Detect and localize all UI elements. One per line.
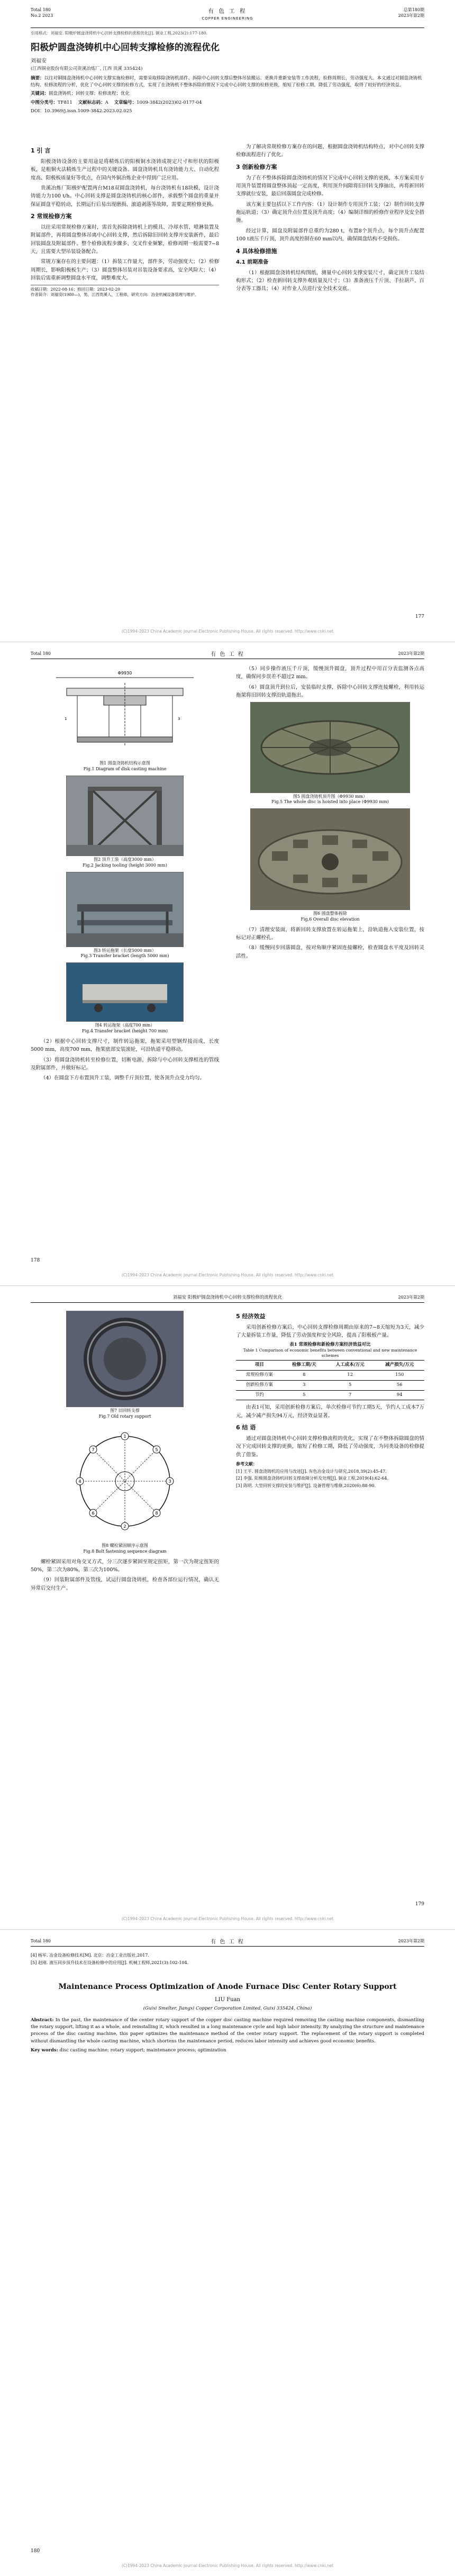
citation: 引用格式：刘福安. 阳极炉圆盘浇铸机中心回转支撑检修的流程优化[J]. 铜业工程,2023(2):177-180. (31, 31, 208, 35)
reference-item: [5] 赵刚. 液压同步顶升技术在设备检修中的应用[J]. 机械工程师,2021(3):102-104. (31, 1960, 189, 1965)
section-heading: 1 引 言 (31, 147, 51, 154)
section-heading: 3 创新检修方案 (236, 163, 277, 170)
column-left (31, 665, 219, 1085)
jacking-tooling-photo (66, 776, 184, 856)
references-title: 参考文献： (236, 1461, 257, 1467)
bolt-label: 8 (155, 1510, 158, 1516)
reference-item: [3] 陈明. 大型回转支撑的安装与维护[J]. 设备管理与维修,2020(6):88-90. (236, 1483, 376, 1488)
clc-value: TF811 (58, 100, 72, 105)
doi: DOI：10.3969/j.issn.1009-3842.2023.02.025 (31, 108, 132, 114)
table-header: 项目 (236, 1361, 283, 1371)
caption-zh: 图2 顶升工装（高度3000 mm） (94, 857, 156, 862)
table-cell: 创新检修方案 (236, 1380, 283, 1390)
table-caption-zh: 表1 常规检修和新检修方案经济效益对比 (289, 1341, 371, 1347)
header-right (398, 7, 424, 19)
figure-caption (31, 761, 219, 772)
bolt-label: 5 (155, 1447, 158, 1452)
copyright: (C)1994-2023 China Academic Journal Electronic Publishing House. All rights reserved. http://www.cnki.net (121, 628, 334, 634)
header-left-line: No.2 2023 (31, 13, 53, 18)
running-header (31, 1938, 424, 1947)
caption-zh: 图5 圆盘浇铸机顶升图（Φ9930 mm） (293, 794, 368, 799)
paragraph: （5）同步操作液压千斤顶，缓慢顶升圆盘，顶升过程中用百分表监测各点高度，确保同步误差不超过2 mm。 (236, 666, 424, 680)
running-header-left: Total 180 (31, 651, 51, 656)
table-cell: 5 (325, 1380, 375, 1390)
caption-en: Fig.8 Bolt fastening sequence diagram (83, 1548, 167, 1554)
column-right (236, 1309, 424, 1490)
paragraph: 由表1可知，采用创新检修方案后，单次检修可节约工期5天，节约人工成本7万元，减少减产损失94万元，经济效益显著。 (236, 1404, 424, 1419)
english-abstract-label: Abstract: (31, 2017, 54, 2023)
running-header (31, 1294, 424, 1303)
caption-en: Fig.3 Transfer bracket (length 5000 mm) (80, 953, 169, 959)
abstract-text: 以往对铜圆盘浇铸机中心回转支撑实施检修时，需要采取移除浇铸机部件、拆除中心回转支撑后整体吊装搬运、更换并重新安装等工作流程，检修周期长，劳动强度大。本文通过对圆盘浇铸机结构、检修流程的分析，优化了中心回转支撑的检修方式，实现了在浇铸机不整体拆除的情况下完成中心回转支撑的检修更换，缩短了检修工期，降低了劳动强度，取得了较好的经济效益。 (31, 76, 422, 88)
header-right-line: 2023年第2期 (398, 13, 424, 18)
abstract (31, 75, 424, 89)
table-cell: 7 (325, 1390, 375, 1400)
bolt-label: 3 (168, 1479, 171, 1484)
table-caption-en: Table 1 Comparison of economic benefits between conventional and new maintenance schemes (243, 1348, 417, 1358)
copyright: (C)1994-2023 China Academic Journal Electronic Publishing House. All rights reserved. http://www.cnki.net (121, 1916, 334, 1921)
figure-4 (31, 962, 219, 1034)
bolt-label: 4 (78, 1479, 81, 1484)
journal-name-en: COPPER ENGINEERING (202, 16, 253, 21)
benefit-table (236, 1360, 424, 1400)
running-header-center: 有 色 工 程 (211, 1939, 244, 1945)
classification (31, 100, 424, 106)
caption-en: Fig.4 Transfer bracket (height 700 mm) (82, 1028, 168, 1033)
keywords-label: 关键词： (31, 91, 49, 97)
english-abstract (31, 2017, 424, 2045)
paragraph: （9）回装附属部件及管线，试运行圆盘浇铸机，检查各部位运行情况，确认无异常后交付生产。 (31, 1577, 219, 1591)
caption-en: Fig.1 Diagram of disk casting machine (83, 767, 167, 772)
paragraph: 阳极浇铸设备的主要用途是将精炼后的阳极铜水浇铸成规定尺寸和形状的阳极板，是粗铜火法精炼生产过程中的关键设备。圆盘浇铸机具有浇铸能力大、自动化程度高、阳极板质量好等优点，在国内外铜冶炼企业中得到广泛应用。 (31, 158, 219, 181)
affiliation: (江西铜业股份有限公司贵溪冶炼厂, 江西 贵溪 335424) (31, 66, 143, 71)
footnote: 收稿日期：2022-08-16；修回日期：2023-02-20 作者简介：刘福安(1980—)，男，江西贵溪人，工程师，研究方向：冶金机械设备管理与维护。 (31, 285, 219, 298)
running-header (31, 650, 424, 659)
disc-removal-photo (250, 808, 410, 910)
reference-item: [4] 杨军. 冶金设备检修技术[M]. 北京：冶金工业出版社,2017. (31, 1953, 149, 1958)
figure-6 (236, 808, 424, 923)
table-header: 人工成本/万元 (325, 1361, 375, 1371)
paragraph: 为了在不整体拆除圆盘浇铸机的情况下完成中心回转支撑的更换，本方案采用专用顶升装置将圆盘整体顶起一定高度，利用顶升间隙将旧回转支撑抽出，再将新回转支撑就位安装，最后回落圆盘完成检修。 (236, 175, 424, 197)
figure-caption (236, 911, 424, 923)
paragraph: （4）在圆盘下方布置顶升工装，调整千斤顶位置，使各顶升点受力均匀。 (41, 1075, 205, 1082)
table-cell: 94 (375, 1390, 424, 1400)
subsection-heading: 4.1 前期准备 (236, 259, 269, 266)
section-heading: 4 具体检修措施 (236, 247, 277, 255)
table-header-row (236, 1361, 424, 1371)
table-row (236, 1371, 424, 1381)
caption-zh: 图6 圆盘整体拆除 (313, 911, 347, 916)
paragraph: （8）缓慢同步回落圆盘，按对角顺序紧固连接螺栓，检查圆盘水平度及回转灵活性。 (236, 945, 424, 959)
paragraph: 常规方案存在的主要问题：（1）拆装工作量大，部件多，劳动强度大；（2）检修周期长，影响阳极板生产；（3）圆盘整体吊装对吊装设备要求高，安全风险大；（4）回装后需重新调整圆盘水平度，调整难度大。 (31, 259, 219, 282)
reference-item: [1] 王平. 圆盘浇铸机的应用与改进[J]. 有色冶金设计与研究,2018,39(2):45-47. (236, 1469, 387, 1474)
paragraph: （1）根据圆盘浇铸机结构图纸，测量中心回转支撑安装尺寸，确定顶升工装结构形式；（2）检查新回转支撑外观质量及尺寸；（3）准备液压千斤顶、手拉葫芦、百分表等工器具；（4）对作业人员进行安全技术交底。 (236, 269, 424, 292)
bolt-label: 7 (92, 1447, 95, 1452)
running-header-center: 有 色 工 程 (211, 652, 244, 657)
svg-text:1: 1 (65, 717, 67, 721)
english-abstract-text: In the past, the maintenance of the center rotary support of the copper disc casting machine required removing the casting machine components, dismantling the rotary support, lifting it as a whole, and reinstalling it, which resulted in a long maintenance cycle and high labor intensity. By analyzing the structure and maintenance process of the disc casting machine, this paper optimizes the maintenance method of the center rotary support. The replacement of the rotary support is completed without dismantling the whole casting machine, which shortens the maintenance period, reduces labor intensity and achieves good economic benefits. (31, 2017, 424, 2044)
caption-en: Fig.6 Overall disc elevation (301, 916, 360, 922)
page-4 (0, 1931, 455, 2576)
article-title: 阳极炉圆盘浇铸机中心回转支撑检修的流程优化 (31, 42, 220, 53)
table-row (236, 1390, 424, 1400)
column-right (236, 143, 424, 295)
doc-code-label: 文献标志码： (78, 100, 105, 105)
table-row (236, 1380, 424, 1390)
bolt-sequence-diagram (64, 1423, 186, 1539)
paragraph: 采用创新检修方案后，中心回转支撑检修周期由原来的7~8天缩短为3天，减少了大量拆装工作量，降低了劳动强度和安全风险，提高了阳极板产量。 (236, 1324, 424, 1339)
running-header-left: Total 180 (31, 1939, 51, 1943)
figure-1 (31, 667, 219, 772)
page-number: 177 (415, 614, 424, 619)
old-rotary-support-photo (66, 1311, 184, 1407)
bolt-label: 1 (123, 1434, 126, 1439)
english-author: LIU Fuan (215, 1997, 240, 2003)
figure-8 (31, 1423, 219, 1555)
table-cell: 12 (325, 1371, 375, 1381)
svg-text:3: 3 (178, 717, 180, 721)
page-2 (0, 644, 455, 1286)
page-number: 179 (415, 1901, 424, 1907)
caption-zh: 图8 螺栓紧固顺序示意图 (102, 1543, 148, 1548)
reference-item: [2] 李强. 阳极圆盘浇铸机回转支撑故障分析及处理[J]. 铜业工程,2019(4):62-64. (236, 1476, 389, 1481)
caption-en: Fig.2 Jacking tooling (height 3000 mm) (83, 862, 167, 868)
figure-caption (31, 1023, 219, 1034)
keywords-text: 圆盘浇铸机；回转支撑；检修流程；优化 (49, 91, 130, 97)
english-keywords (31, 2047, 424, 2054)
table-cell: 150 (375, 1371, 424, 1381)
running-header-right: 2023年第2期 (398, 651, 424, 656)
table-caption (236, 1342, 424, 1359)
paragraph: 通过对圆盘浇铸机中心回转支撑检修流程的优化，实现了在不整体拆除圆盘的情况下完成回转支撑的更换，缩短了检修工期，降低了劳动强度，为同类设备的检修提供了借鉴。 (236, 1435, 424, 1458)
caption-zh: 图1 圆盘浇铸机结构示意图 (99, 761, 150, 766)
references-continued (31, 1952, 424, 1967)
figure-7 (31, 1311, 219, 1420)
article-no-label: 文章编号： (114, 100, 137, 105)
paragraph: 该方案主要包括以下工作内容：（1）设计制作专用顶升工装；（2）制作回转支撑拖运轨道；（3）确定顶升点位置及顶升高度；（4）编制详细的检修作业程序及安全措施。 (236, 201, 424, 224)
header-center (31, 7, 424, 21)
page-1 (0, 0, 455, 642)
section-heading: 5 经济效益 (236, 1313, 266, 1320)
english-title: Maintenance Process Optimization of Anode Furnace Disc Center Rotary Support (58, 1983, 397, 1991)
disk-casting-machine-diagram (46, 667, 204, 757)
paragraph: 为了解决常规检修方案存在的问题，根据圆盘浇铸机结构特点，对中心回转支撑检修流程进行了优化。 (236, 144, 424, 158)
table-cell: 5 (283, 1390, 325, 1400)
paragraph: 螺栓紧固采用对角交叉方式，分三次逐步紧固至规定扭矩，第一次为规定扭矩的50%，第二次为80%，第三次为100%。 (31, 1559, 219, 1573)
column-left (31, 143, 219, 300)
table-cell: 8 (283, 1371, 325, 1381)
transfer-bracket-photo (66, 872, 184, 947)
paragraph: （7）清理安装面，将新回转支撑放置在转运拖架上，沿轨道拖入安装位置，按标记对正螺栓孔。 (236, 926, 424, 941)
figure-3 (31, 872, 219, 960)
references (236, 1461, 424, 1489)
figure-caption (31, 948, 219, 960)
page-3 (0, 1287, 455, 1930)
header-right-line: 总第180期 (403, 7, 424, 12)
section-heading: 6 结 语 (236, 1424, 256, 1431)
table-cell: 常规检修方案 (236, 1371, 283, 1381)
figure-2 (31, 776, 219, 869)
doc-code-value: A (105, 100, 108, 105)
paragraph: （3）将圆盘浇铸机转至检修位置，切断电源，拆除与中心回转支撑相连的管线及附属部件，并做好标记。 (31, 1057, 219, 1071)
section-heading: 2 常规检修方案 (31, 213, 72, 220)
journal-name: 有 色 工 程 (208, 8, 247, 14)
table-header: 检修工期/天 (283, 1361, 325, 1371)
table-cell: 56 (375, 1380, 424, 1390)
copyright: (C)1994-2023 China Academic Journal Electronic Publishing House. All rights reserved. http://www.cnki.net (121, 1272, 334, 1277)
figure-5 (236, 702, 424, 806)
running-title: 刘福安 阳极炉圆盘浇铸机中心回转支撑检修的流程优化 (172, 1295, 283, 1300)
column-left (31, 1309, 219, 1595)
copyright: (C)1994-2023 China Academic Journal Electronic Publishing House. All rights reserved. http://www.cnki.net (121, 2563, 334, 2568)
paragraph: （2）根据中心回转支撑尺寸，制作转运拖架，拖架采用型钢焊接而成，长度5000 mm，高度700 mm，拖架底部安装滚轮，可沿轨道平稳移动。 (31, 1038, 219, 1053)
paragraph: 以往采用常规检修方案时，需首先拆除浇铸机上的模具、冷却水管、喷淋装置及附属部件，再将圆盘整体吊离中心回转支撑，然后拆除旧回转支撑并安装新件，最后回装圆盘及附属部件。整个检修流程步骤多、交叉作业频繁，检修周期一般需要7~8天，且需要大型吊装设备配合。 (31, 224, 219, 255)
caption-en: Fig.5 The whole disc is hoisted into place (Φ9930 mm) (271, 799, 389, 805)
figure-caption (31, 1543, 219, 1555)
transfer-bracket-height-photo (66, 962, 184, 1022)
abstract-label: 摘要： (31, 76, 44, 81)
table-cell: 节约 (236, 1390, 283, 1400)
caption-zh: 图4 转运拖架（高度700 mm） (95, 1023, 155, 1028)
bolt-label: 2 (123, 1524, 126, 1529)
caption-zh: 图3 转运拖架（长度5000 mm） (94, 948, 156, 953)
bolt-label: 6 (92, 1510, 95, 1516)
clc-label: 中图分类号： (31, 100, 58, 105)
page-number: 178 (31, 1257, 40, 1263)
table-cell: 3 (283, 1380, 325, 1390)
journal-header (31, 6, 424, 28)
header-left-line: Total 180 (31, 7, 51, 12)
column-right (236, 665, 424, 962)
english-affiliation: (Guixi Smelter, Jiangxi Copper Corporation Limited, Guixi 335424, China) (143, 2006, 312, 2011)
paragraph: 经过计算，圆盘及附属部件总重约为280 t，布置8个顶升点，每个顶升点配置100 t液压千斤顶，顶升高度控制在60 mm以内，确保圆盘结构不受损伤。 (236, 228, 424, 242)
article-no-value: 1009-3842(2023)02-0177-04 (136, 100, 202, 105)
figure-caption (236, 794, 424, 806)
caption-en: Fig.7 Old rotary support (98, 1413, 151, 1419)
caption-zh: 图7 旧回转支撑 (110, 1408, 140, 1413)
running-header-right: 2023年第2期 (398, 1295, 424, 1300)
author: 刘福安 (31, 58, 47, 64)
paragraph: 贵溪冶炼厂阳极炉配置两台M18双圆盘浇铸机，每台浇铸机有18块模，设计浇铸能力为100 t/h。中心回转支撑是圆盘浇铸机的核心部件，承载整个圆盘的重量并保证圆盘平稳转动，长期运行后易出现磨损、滚道剥落等故障，需要定期检修更换。 (31, 185, 219, 208)
table-header: 减产损失/万元 (375, 1361, 424, 1371)
running-header-right: 2023年第2期 (398, 1939, 424, 1943)
paragraph: （6）圆盘顶升到位后，安装临时支撑，拆除中心回转支撑连接螺栓，利用转运拖架将旧回转支撑沿轨道拖出。 (236, 684, 424, 699)
svg-text:Φ9930: Φ9930 (117, 671, 132, 675)
figure-caption (31, 857, 219, 869)
english-abstract-block (31, 2017, 424, 2054)
page-number: 180 (31, 2548, 40, 2554)
english-keywords-label: Key words: (31, 2047, 58, 2053)
disc-jacking-photo (250, 702, 410, 793)
keywords (31, 91, 424, 97)
figure-caption (31, 1408, 219, 1420)
english-keywords-text: disc casting machine; rotary support; maintenance process; optimization (59, 2047, 226, 2053)
abstract-block (31, 75, 424, 116)
